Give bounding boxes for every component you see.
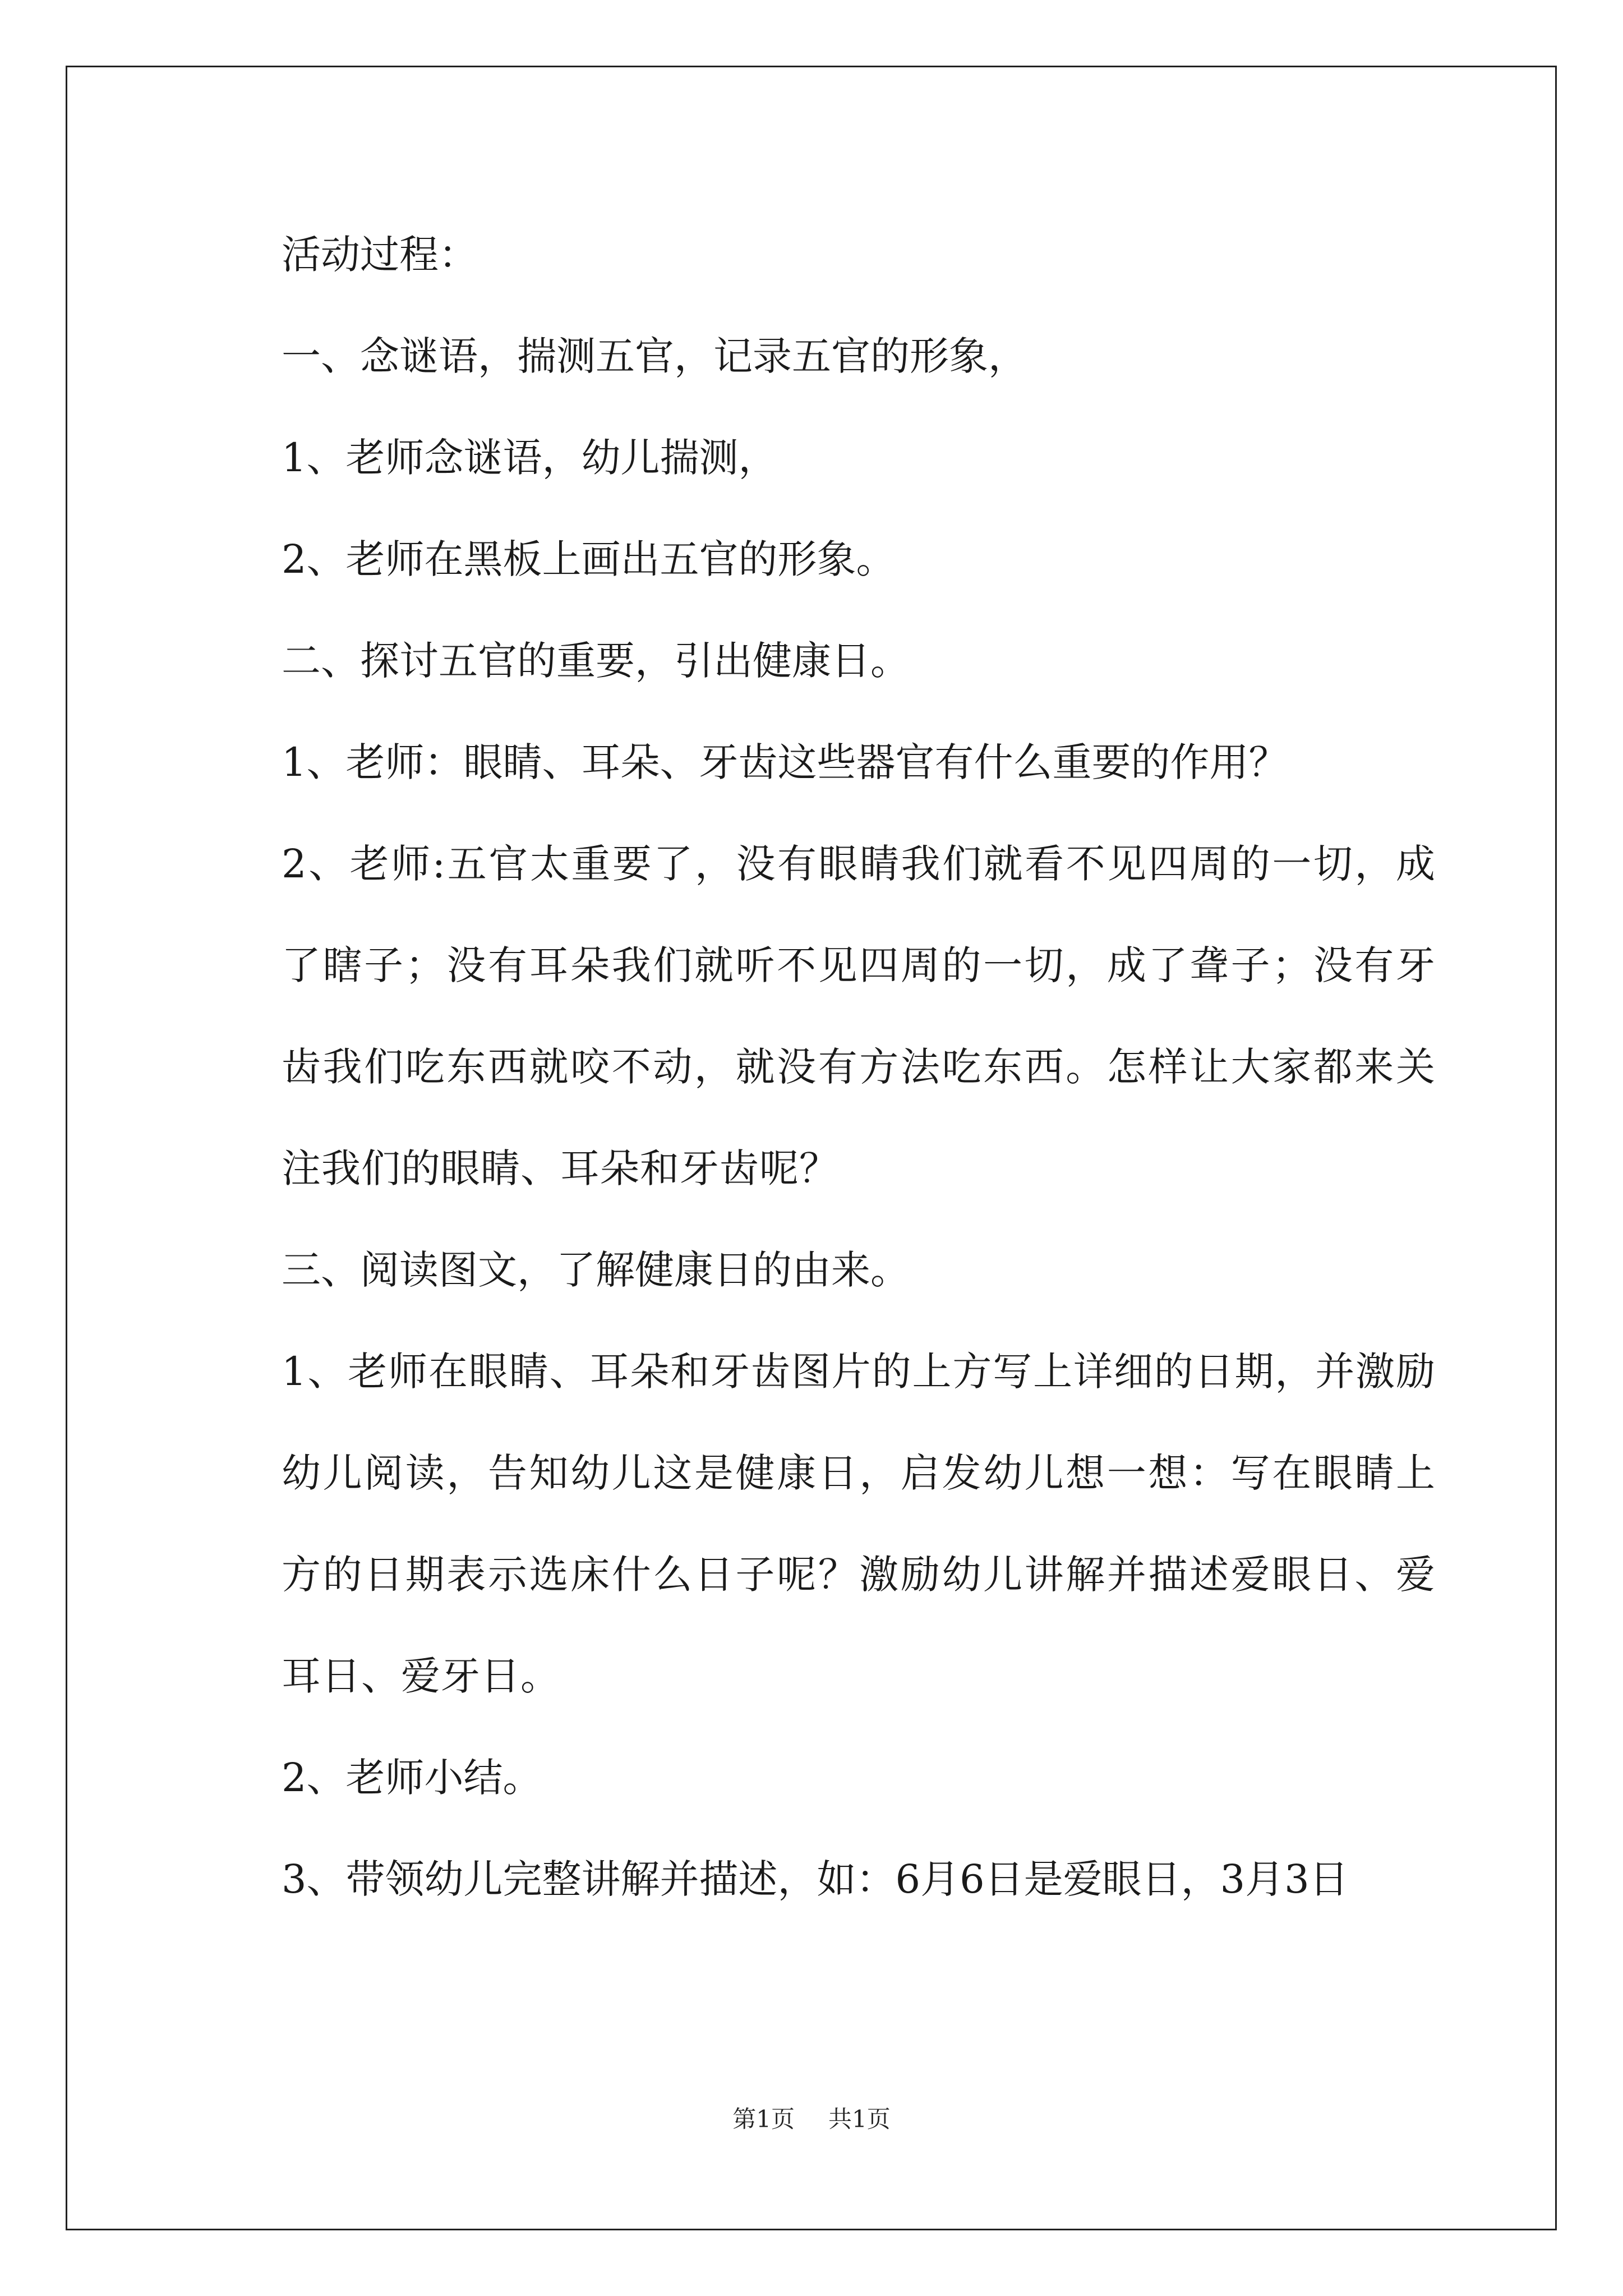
paragraph: 二、探讨五官的重要，引出健康日。 <box>282 638 910 684</box>
page-number-current: 第1页 <box>732 2105 795 2133</box>
paragraph: 2、老师:五官太重要了，没有眼睛我们就看不见四周的一切，成了瞎子；没有耳朵我们就听不见四周的一切，成了聋子；没有牙齿我们吃东西就咬不动，就没有方法吃东西。怎样让大家都来关注我们的眼睛、耳朵和牙齿呢？ <box>282 841 1436 1191</box>
paragraph: 1、老师在眼睛、耳朵和牙齿图片的上方写上详细的日期，并激励幼儿阅读，告知幼儿这是健康日，启发幼儿想一想：写在眼睛上方的日期表示选床什么日子呢？激励幼儿讲解并描述爱眼日、爱耳日、爱牙日。 <box>282 1349 1436 1699</box>
paragraph: 2、老师小结。 <box>282 1755 542 1801</box>
page-footer <box>0 2102 1623 2136</box>
paragraph: 三、阅读图文，了解健康日的由来。 <box>282 1247 910 1293</box>
paragraph: 3、带领幼儿完整讲解并描述，如：6月6日是爱眼日，3月3日 <box>282 1856 1349 1902</box>
paragraph: 1、老师念谜语，幼儿揣测， <box>282 435 778 481</box>
paragraph-heading: 活动过程： <box>282 232 478 278</box>
paragraph: 1、老师：眼睛、耳朵、牙齿这些器官有什么重要的作用？ <box>282 739 1288 785</box>
page-number-total: 共1页 <box>828 2105 891 2133</box>
paragraph: 2、老师在黑板上画出五官的形象。 <box>282 536 896 582</box>
paragraph: 一、念谜语，揣测五官，记录五官的形象， <box>282 333 1027 379</box>
